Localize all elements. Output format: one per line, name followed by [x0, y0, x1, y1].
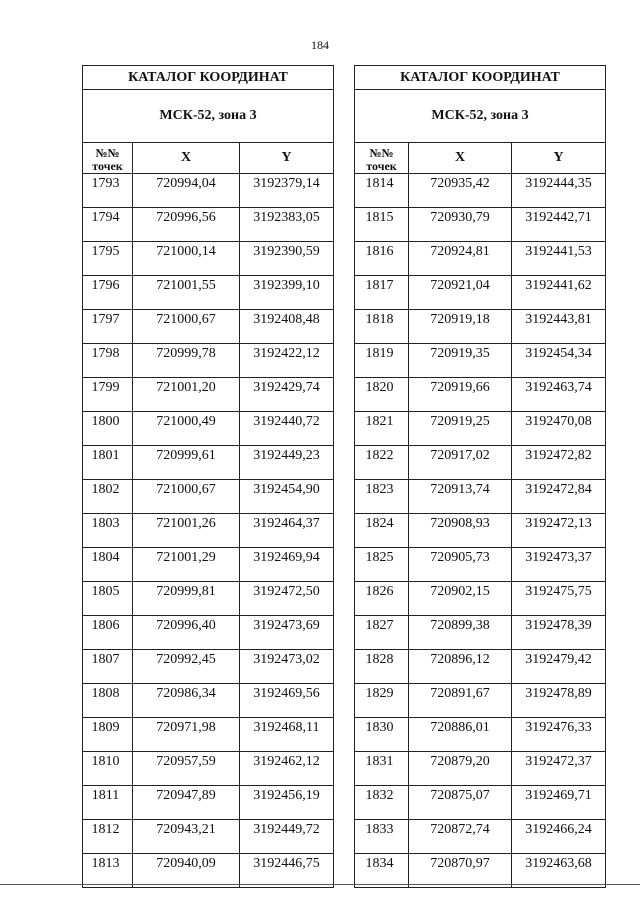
- point-number-header: [355, 143, 409, 174]
- y-coordinate-cell: 3192473,37: [512, 548, 606, 582]
- y-coordinate-cell: 3192478,89: [512, 684, 606, 718]
- table-row: [83, 242, 334, 276]
- table-row: [355, 854, 606, 888]
- x-coordinate-cell: 720872,74: [409, 820, 512, 854]
- x-coordinate-cell: 720947,89: [133, 786, 240, 820]
- y-coordinate-cell: 3192469,94: [240, 548, 334, 582]
- table-title: КАТАЛОГ КООРДИНАТ: [83, 66, 334, 90]
- point-number-cell: 1811: [83, 786, 133, 820]
- y-coordinate-cell: 3192473,02: [240, 650, 334, 684]
- point-number-cell: 1803: [83, 514, 133, 548]
- table-row: [355, 786, 606, 820]
- y-coordinate-cell: 3192469,56: [240, 684, 334, 718]
- y-coordinate-cell: 3192442,71: [512, 208, 606, 242]
- table-title-row: [355, 66, 606, 90]
- table-row: [355, 752, 606, 786]
- coordinate-system-label: МСК-52, зона 3: [355, 90, 606, 143]
- y-coordinate-cell: 3192440,72: [240, 412, 334, 446]
- table-subtitle-row: [83, 90, 334, 143]
- x-coordinate-cell: 721000,67: [133, 310, 240, 344]
- x-coordinate-cell: 720930,79: [409, 208, 512, 242]
- y-coordinate-cell: 3192408,48: [240, 310, 334, 344]
- y-coordinate-cell: 3192441,62: [512, 276, 606, 310]
- y-coordinate-cell: 3192449,72: [240, 820, 334, 854]
- column-header-row: [355, 143, 606, 174]
- x-coordinate-cell: 720879,20: [409, 752, 512, 786]
- x-coordinate-cell: 720905,73: [409, 548, 512, 582]
- x-coordinate-cell: 720919,35: [409, 344, 512, 378]
- table-row: [355, 718, 606, 752]
- point-number-header-line1: №№: [369, 146, 394, 160]
- x-coordinate-cell: 721001,29: [133, 548, 240, 582]
- x-coordinate-cell: 720919,66: [409, 378, 512, 412]
- table-row: [83, 582, 334, 616]
- table-row: [83, 344, 334, 378]
- x-coordinate-cell: 720921,04: [409, 276, 512, 310]
- x-coordinate-cell: 720875,07: [409, 786, 512, 820]
- table-row: [355, 412, 606, 446]
- point-number-header: [83, 143, 133, 174]
- y-coordinate-cell: 3192429,74: [240, 378, 334, 412]
- point-number-cell: 1830: [355, 718, 409, 752]
- table-row: [355, 208, 606, 242]
- table-subtitle-row: [355, 90, 606, 143]
- table-row: [355, 446, 606, 480]
- point-number-cell: 1793: [83, 174, 133, 208]
- x-coordinate-cell: 720999,61: [133, 446, 240, 480]
- point-number-cell: 1795: [83, 242, 133, 276]
- y-coordinate-cell: 3192472,50: [240, 582, 334, 616]
- point-number-header-line2: точек: [366, 159, 397, 173]
- table-row: [83, 650, 334, 684]
- point-number-cell: 1834: [355, 854, 409, 888]
- y-coordinate-cell: 3192472,82: [512, 446, 606, 480]
- column-header-row: [83, 143, 334, 174]
- table-row: [83, 786, 334, 820]
- point-number-cell: 1825: [355, 548, 409, 582]
- table-row: [83, 854, 334, 888]
- x-coordinate-cell: 720899,38: [409, 616, 512, 650]
- point-number-cell: 1798: [83, 344, 133, 378]
- point-number-cell: 1823: [355, 480, 409, 514]
- y-header: Y: [512, 143, 606, 174]
- point-number-cell: 1827: [355, 616, 409, 650]
- table-row: [83, 174, 334, 208]
- y-coordinate-cell: 3192463,74: [512, 378, 606, 412]
- y-coordinate-cell: 3192478,39: [512, 616, 606, 650]
- y-coordinate-cell: 3192446,75: [240, 854, 334, 888]
- point-number-cell: 1822: [355, 446, 409, 480]
- table-row: [355, 548, 606, 582]
- y-header: Y: [240, 143, 334, 174]
- x-coordinate-cell: 720917,02: [409, 446, 512, 480]
- point-number-cell: 1796: [83, 276, 133, 310]
- table-row: [355, 684, 606, 718]
- y-coordinate-cell: 3192466,24: [512, 820, 606, 854]
- point-number-cell: 1806: [83, 616, 133, 650]
- x-coordinate-cell: 720935,42: [409, 174, 512, 208]
- point-number-cell: 1809: [83, 718, 133, 752]
- table-row: [355, 650, 606, 684]
- table-row: [83, 378, 334, 412]
- y-coordinate-cell: 3192399,10: [240, 276, 334, 310]
- y-coordinate-cell: 3192441,53: [512, 242, 606, 276]
- table-title-row: [83, 66, 334, 90]
- point-number-cell: 1805: [83, 582, 133, 616]
- table-row: [83, 514, 334, 548]
- point-number-cell: 1819: [355, 344, 409, 378]
- x-coordinate-cell: 720908,93: [409, 514, 512, 548]
- x-header: X: [409, 143, 512, 174]
- point-number-cell: 1794: [83, 208, 133, 242]
- table-row: [355, 616, 606, 650]
- point-number-cell: 1821: [355, 412, 409, 446]
- table-row: [83, 684, 334, 718]
- x-coordinate-cell: 720886,01: [409, 718, 512, 752]
- y-coordinate-cell: 3192379,14: [240, 174, 334, 208]
- point-number-cell: 1817: [355, 276, 409, 310]
- table-row: [355, 514, 606, 548]
- x-header: X: [133, 143, 240, 174]
- x-coordinate-cell: 720957,59: [133, 752, 240, 786]
- table-row: [355, 242, 606, 276]
- y-coordinate-cell: 3192475,75: [512, 582, 606, 616]
- point-number-cell: 1833: [355, 820, 409, 854]
- y-coordinate-cell: 3192454,34: [512, 344, 606, 378]
- y-coordinate-cell: 3192454,90: [240, 480, 334, 514]
- y-coordinate-cell: 3192472,37: [512, 752, 606, 786]
- coordinate-system-label: МСК-52, зона 3: [83, 90, 334, 143]
- y-coordinate-cell: 3192473,69: [240, 616, 334, 650]
- coordinate-catalog-table-left: [82, 65, 334, 888]
- point-number-cell: 1812: [83, 820, 133, 854]
- y-coordinate-cell: 3192468,11: [240, 718, 334, 752]
- point-number-cell: 1814: [355, 174, 409, 208]
- coordinate-catalog-table-right: [354, 65, 606, 888]
- table-row: [83, 446, 334, 480]
- point-number-cell: 1829: [355, 684, 409, 718]
- x-coordinate-cell: 720996,56: [133, 208, 240, 242]
- table-row: [355, 344, 606, 378]
- table-row: [83, 208, 334, 242]
- y-coordinate-cell: 3192462,12: [240, 752, 334, 786]
- table-row: [355, 310, 606, 344]
- x-coordinate-cell: 720891,67: [409, 684, 512, 718]
- x-coordinate-cell: 720940,09: [133, 854, 240, 888]
- x-coordinate-cell: 721000,14: [133, 242, 240, 276]
- x-coordinate-cell: 720896,12: [409, 650, 512, 684]
- point-number-header-line2: точек: [92, 159, 123, 173]
- y-coordinate-cell: 3192422,12: [240, 344, 334, 378]
- table-row: [83, 820, 334, 854]
- point-number-cell: 1799: [83, 378, 133, 412]
- table-row: [355, 174, 606, 208]
- point-number-cell: 1808: [83, 684, 133, 718]
- point-number-cell: 1815: [355, 208, 409, 242]
- x-coordinate-cell: 720919,18: [409, 310, 512, 344]
- point-number-cell: 1797: [83, 310, 133, 344]
- point-number-cell: 1824: [355, 514, 409, 548]
- point-number-cell: 1826: [355, 582, 409, 616]
- x-coordinate-cell: 721000,49: [133, 412, 240, 446]
- x-coordinate-cell: 720994,04: [133, 174, 240, 208]
- y-coordinate-cell: 3192464,37: [240, 514, 334, 548]
- table-row: [355, 480, 606, 514]
- x-coordinate-cell: 721001,55: [133, 276, 240, 310]
- x-coordinate-cell: 720986,34: [133, 684, 240, 718]
- x-coordinate-cell: 721001,26: [133, 514, 240, 548]
- table-row: [355, 820, 606, 854]
- point-number-cell: 1820: [355, 378, 409, 412]
- point-number-cell: 1804: [83, 548, 133, 582]
- table-row: [83, 310, 334, 344]
- point-number-cell: 1802: [83, 480, 133, 514]
- table-row: [355, 276, 606, 310]
- y-coordinate-cell: 3192443,81: [512, 310, 606, 344]
- x-coordinate-cell: 720902,15: [409, 582, 512, 616]
- x-coordinate-cell: 720992,45: [133, 650, 240, 684]
- table-row: [83, 276, 334, 310]
- point-number-cell: 1828: [355, 650, 409, 684]
- x-coordinate-cell: 720943,21: [133, 820, 240, 854]
- x-coordinate-cell: 720913,74: [409, 480, 512, 514]
- y-coordinate-cell: 3192469,71: [512, 786, 606, 820]
- table-row: [355, 582, 606, 616]
- page-number: 184: [311, 38, 329, 52]
- x-coordinate-cell: 720870,97: [409, 854, 512, 888]
- y-coordinate-cell: 3192472,84: [512, 480, 606, 514]
- point-number-cell: 1818: [355, 310, 409, 344]
- y-coordinate-cell: 3192390,59: [240, 242, 334, 276]
- y-coordinate-cell: 3192479,42: [512, 650, 606, 684]
- table-row: [83, 616, 334, 650]
- table-row: [83, 480, 334, 514]
- y-coordinate-cell: 3192444,35: [512, 174, 606, 208]
- point-number-cell: 1800: [83, 412, 133, 446]
- point-number-cell: 1832: [355, 786, 409, 820]
- table-row: [355, 378, 606, 412]
- point-number-cell: 1813: [83, 854, 133, 888]
- table-title: КАТАЛОГ КООРДИНАТ: [355, 66, 606, 90]
- x-coordinate-cell: 720919,25: [409, 412, 512, 446]
- point-number-cell: 1810: [83, 752, 133, 786]
- y-coordinate-cell: 3192449,23: [240, 446, 334, 480]
- x-coordinate-cell: 720996,40: [133, 616, 240, 650]
- table-row: [83, 412, 334, 446]
- x-coordinate-cell: 720924,81: [409, 242, 512, 276]
- point-number-cell: 1831: [355, 752, 409, 786]
- x-coordinate-cell: 720999,78: [133, 344, 240, 378]
- point-number-header-line1: №№: [95, 146, 120, 160]
- y-coordinate-cell: 3192472,13: [512, 514, 606, 548]
- x-coordinate-cell: 720971,98: [133, 718, 240, 752]
- y-coordinate-cell: 3192456,19: [240, 786, 334, 820]
- point-number-cell: 1807: [83, 650, 133, 684]
- y-coordinate-cell: 3192476,33: [512, 718, 606, 752]
- x-coordinate-cell: 721001,20: [133, 378, 240, 412]
- table-row: [83, 752, 334, 786]
- x-coordinate-cell: 720999,81: [133, 582, 240, 616]
- y-coordinate-cell: 3192470,08: [512, 412, 606, 446]
- y-coordinate-cell: 3192463,68: [512, 854, 606, 888]
- point-number-cell: 1801: [83, 446, 133, 480]
- x-coordinate-cell: 721000,67: [133, 480, 240, 514]
- table-row: [83, 718, 334, 752]
- page-bottom-rule: [0, 884, 640, 885]
- y-coordinate-cell: 3192383,05: [240, 208, 334, 242]
- point-number-cell: 1816: [355, 242, 409, 276]
- table-row: [83, 548, 334, 582]
